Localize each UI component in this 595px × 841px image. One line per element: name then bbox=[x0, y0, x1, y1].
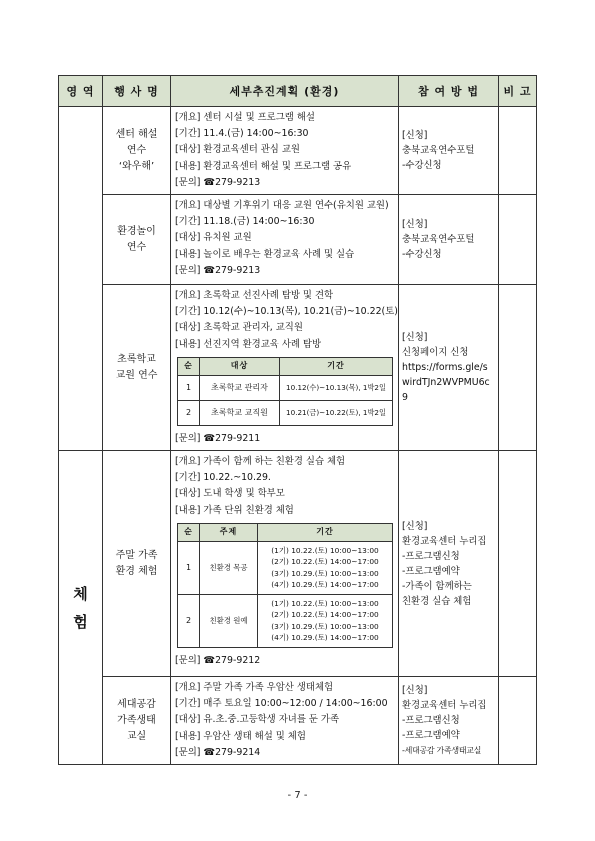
table-row bbox=[59, 107, 537, 195]
remark-cell bbox=[499, 107, 537, 195]
remark-cell bbox=[499, 195, 537, 285]
remark-cell bbox=[499, 677, 537, 765]
table-header-row bbox=[59, 76, 537, 107]
event-name: 센터 해설 연수 ‘와우해’ bbox=[103, 107, 171, 195]
environment-plan-table bbox=[58, 75, 537, 765]
remark-cell bbox=[499, 451, 537, 677]
header-event: 행 사 명 bbox=[103, 76, 171, 107]
event-name: 세대공감 가족생태 교실 bbox=[103, 677, 171, 765]
training-schedule-table bbox=[177, 357, 393, 426]
participation-method: [신청] 환경교육센터 누리집 -프로그램신청 -프로그램예약 -세대공감 가족생태교실 bbox=[399, 677, 499, 765]
category-cell-blank bbox=[59, 107, 103, 451]
sub-row: 2 초록학교 교직원 10.21(금)~10.22(토), 1박2일 bbox=[178, 400, 393, 425]
sub-row: 1 친환경 목공 (1기) 10.22.(토) 10:00~13:00 (2기) 10.22.(토) 14:00~17:00 (3기) 10.29.(토) 10:00~13:00 (4기) 10.29.(토) 14:00~17:00 bbox=[178, 541, 393, 594]
table-row bbox=[59, 677, 537, 765]
header-remark: 비 고 bbox=[499, 76, 537, 107]
table-row bbox=[59, 285, 537, 451]
participation-method: [신청] 환경교육센터 누리집 -프로그램신청 -프로그램예약 -가족이 함께하는 친환경 실습 체험 bbox=[399, 451, 499, 677]
header-area: 영 역 bbox=[59, 76, 103, 107]
participation-method: [신청] 충북교육연수포털 -수강신청 bbox=[399, 195, 499, 285]
event-name: 초록학교 교원 연수 bbox=[103, 285, 171, 451]
header-plan: 세부추진계획 (환경) bbox=[171, 76, 399, 107]
category-experience: 체 험 bbox=[59, 451, 103, 765]
signup-link[interactable]: https://forms.gle/swirdTJn2WVPMU6c9 bbox=[402, 362, 490, 404]
event-name: 주말 가족 환경 체험 bbox=[103, 451, 171, 677]
header-how: 참 여 방 법 bbox=[399, 76, 499, 107]
sub-header-row: 순 주제 기간 bbox=[178, 523, 393, 541]
participation-method: [신청] 충북교육연수포털 -수강신청 bbox=[399, 107, 499, 195]
plan-details: [개요] 센터 시설 및 프로그램 해설 [기간] 11.4.(금) 14:00~16:30 [대상] 환경교육센터 관심 교원 [내용] 환경교육센터 해설 및 프로그램 공유 [문의] ☎279-9213 bbox=[171, 107, 399, 195]
sub-row: 1 초록학교 관리자 10.12(수)~10.13(목), 1박2일 bbox=[178, 375, 393, 400]
table-row bbox=[59, 451, 537, 677]
sub-row: 2 친환경 원예 (1기) 10.22.(토) 10:00~13:00 (2기) 10.22.(토) 14:00~17:00 (3기) 10.29.(토) 10:00~13:00 (4기) 10.29.(토) 14:00~17:00 bbox=[178, 594, 393, 647]
event-name: 환경놀이 연수 bbox=[103, 195, 171, 285]
page-number: - 7 - bbox=[287, 790, 308, 801]
plan-details: [개요] 대상별 기후위기 대응 교원 연수(유치원 교원) [기간] 11.18.(금) 14:00~16:30 [대상] 유치원 교원 [내용] 놀이로 배우는 환경교육 사례 및 실습 [문의] ☎279-9213 bbox=[171, 195, 399, 285]
table-row bbox=[59, 195, 537, 285]
plan-details: [개요] 가족이 함께 하는 친환경 실습 체험 [기간] 10.22.~10.29. [대상] 도내 학생 및 학부모 [내용] 가족 단위 친환경 체험 순 주제 기간 1 친환경 목공 (1기) 10.22.(토) 10:00~13:00 (2기) 10.22.(토) 14:00~17:00 (3기) 10.29.(토) 10:00~13:00 (4기) 10.29.(토) 14:00~17:00 2 친환경 원예 (1기) 10.22.(토) 10:00~13:00 (2기) 10.22.(토) 14:00~17:00 (3기) 10.29.(토) 10:00~13:00 (4기) 10.29.(토) 14:00~17:00 [문의] ☎279-9212 bbox=[171, 451, 399, 677]
program-schedule-table bbox=[177, 523, 393, 648]
sub-header-row: 순 대상 기간 bbox=[178, 357, 393, 375]
plan-details: [개요] 초록학교 선진사례 탐방 및 견학 [기간] 10.12(수)~10.13(목), 10.21(금)~10.22(토) [대상] 초록학교 관리자, 교직원 [내용] 선진지역 환경교육 사례 탐방 순 대상 기간 1 초록학교 관리자 10.12(수)~10.13(목), 1박2일 2 초록학교 교직원 10.21(금)~10.22(토), 1박2일 [문의] ☎279-9211 bbox=[171, 285, 399, 451]
plan-details: [개요] 주말 가족 가족 우암산 생태체험 [기간] 매주 토요일 10:00~12:00 / 14:00~16:00 [대상] 유.초.중.고등학생 자녀를 둔 가족 [내용] 우암산 생태 해설 및 체험 [문의] ☎279-9214 bbox=[171, 677, 399, 765]
participation-method: [신청] 신청페이지 신청 https://forms.gle/swirdTJn2WVPMU6c9 bbox=[399, 285, 499, 451]
remark-cell bbox=[499, 285, 537, 451]
